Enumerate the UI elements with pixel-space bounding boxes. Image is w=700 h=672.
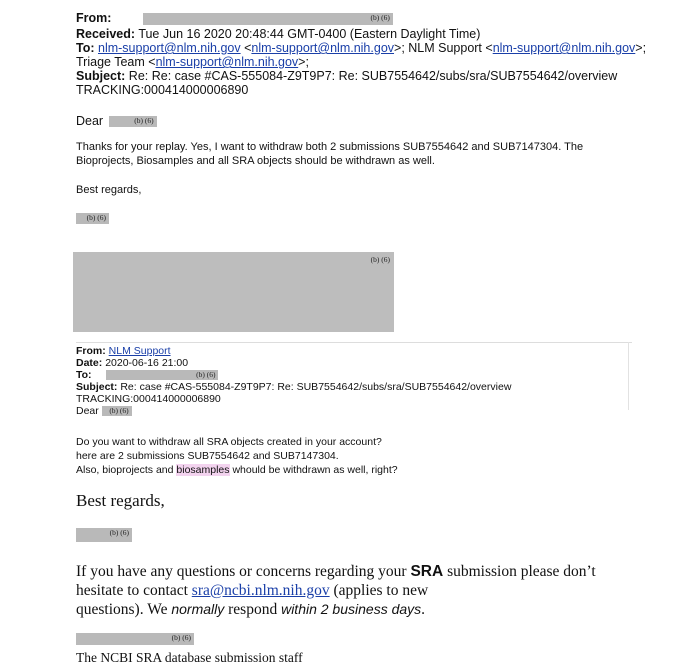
email2-question1: Do you want to withdraw all SRA objects created in your account? bbox=[76, 436, 382, 448]
email1-salutation bbox=[76, 113, 157, 129]
to-separator: < bbox=[244, 41, 252, 55]
email2-contact-line1 bbox=[76, 562, 596, 581]
redacted-signature: (b) (6) bbox=[76, 528, 132, 542]
subject-value: Re: case #CAS-555084-Z9T9P7: Re: SUB7554642/subs/sra/SUB7554642/overview bbox=[120, 381, 512, 393]
to-email-link[interactable]: nlm-support@nlm.nih.gov bbox=[155, 55, 299, 69]
to-email-link[interactable]: nlm-support@nlm.nih.gov bbox=[98, 41, 241, 55]
q3-text-end: whould be withdrawn as well, right? bbox=[229, 464, 398, 476]
subject-value: Re: Re: case #CAS-555084-Z9T9P7: Re: SUB7554642/subs/sra/SUB7554642/overview bbox=[128, 69, 618, 83]
to-label: To: bbox=[76, 41, 95, 55]
p2-text-end: (applies to new bbox=[329, 582, 429, 599]
divider bbox=[76, 342, 632, 343]
redacted-name: (b) (6) bbox=[109, 116, 157, 127]
to-label: To: bbox=[76, 369, 92, 381]
redacted-sender: (b) (6) bbox=[143, 13, 393, 25]
email2-staff-signature: The NCBI SRA database submission staff bbox=[76, 650, 303, 665]
to-email-link[interactable]: nlm-support@nlm.nih.gov bbox=[251, 41, 395, 55]
from-link[interactable]: NLM Support bbox=[108, 345, 171, 357]
email1-signature bbox=[76, 211, 109, 225]
date-label: Date: bbox=[76, 357, 103, 369]
from-label: From: bbox=[76, 345, 106, 357]
email2-salutation bbox=[76, 405, 132, 418]
email2-tracking: TRACKING:000414000006890 bbox=[76, 393, 221, 405]
redacted-recipient: (b) (6) bbox=[106, 370, 218, 380]
p3-text-end: . bbox=[421, 601, 426, 618]
dear-text: Dear bbox=[76, 405, 99, 417]
normally-italic: normally bbox=[171, 601, 225, 617]
email2-contact-line3 bbox=[76, 600, 425, 619]
p3-text: questions). We bbox=[76, 601, 172, 618]
received-label: Received: bbox=[76, 27, 136, 41]
to-separator: >; NLM Support < bbox=[394, 41, 493, 55]
dear-text: Dear bbox=[76, 114, 104, 128]
email2-question2: here are 2 submissions SUB7554642 and SUB7147304. bbox=[76, 450, 339, 462]
q3-text: Also, bioprojects and bbox=[76, 464, 177, 476]
sra-bold: SRA bbox=[410, 563, 444, 580]
redacted-signature: (b) (6) bbox=[76, 213, 109, 224]
email2-staff-redaction bbox=[76, 633, 194, 646]
p1-text-end: submission please don’t bbox=[443, 563, 596, 580]
date-value: 2020-06-16 21:00 bbox=[105, 357, 189, 369]
p2-text: hesitate to contact bbox=[76, 582, 192, 599]
email2-closing: Best regards, bbox=[76, 491, 165, 510]
email2-question3 bbox=[76, 464, 398, 477]
to-triage-label: Triage Team < bbox=[76, 55, 156, 69]
sra-email-link[interactable]: sra@ncbi.nlm.nih.gov bbox=[191, 582, 330, 599]
to-email-link[interactable]: nlm-support@nlm.nih.gov bbox=[492, 41, 636, 55]
highlighted-word: biosamples bbox=[176, 464, 230, 476]
business-days-italic: within 2 business days bbox=[281, 601, 422, 617]
redaction-tag: (b) (6) bbox=[370, 255, 390, 264]
email1-tracking: TRACKING:000414000006890 bbox=[76, 83, 249, 97]
email2-contact-line2 bbox=[76, 581, 428, 600]
subject-label: Subject: bbox=[76, 381, 118, 393]
redacted-staff-name: (b) (6) bbox=[76, 633, 194, 645]
from-label: From: bbox=[76, 11, 112, 25]
p1-text: If you have any questions or concerns regarding your bbox=[76, 563, 411, 580]
email1-body: Thanks for your replay. Yes, I want to withdraw both 2 submissions SUB7554642 and SUB7147304. The Bioprojects, Biosamples and all SRA objects should be withdrawn as well. bbox=[76, 141, 584, 167]
to-separator: >; bbox=[635, 41, 647, 55]
email1-from-line bbox=[76, 10, 393, 26]
vertical-rule bbox=[628, 342, 629, 410]
redacted-name: (b) (6) bbox=[102, 406, 132, 416]
to-separator: >; bbox=[298, 55, 309, 69]
p3-text-mid: respond bbox=[224, 601, 282, 618]
subject-label: Subject: bbox=[76, 69, 126, 83]
received-value: Tue Jun 16 2020 20:48:44 GMT-0400 (Eastern Daylight Time) bbox=[138, 27, 481, 41]
email1-closing: Best regards, bbox=[76, 184, 142, 196]
email2-signature bbox=[76, 528, 132, 542]
redacted-block bbox=[73, 252, 394, 332]
